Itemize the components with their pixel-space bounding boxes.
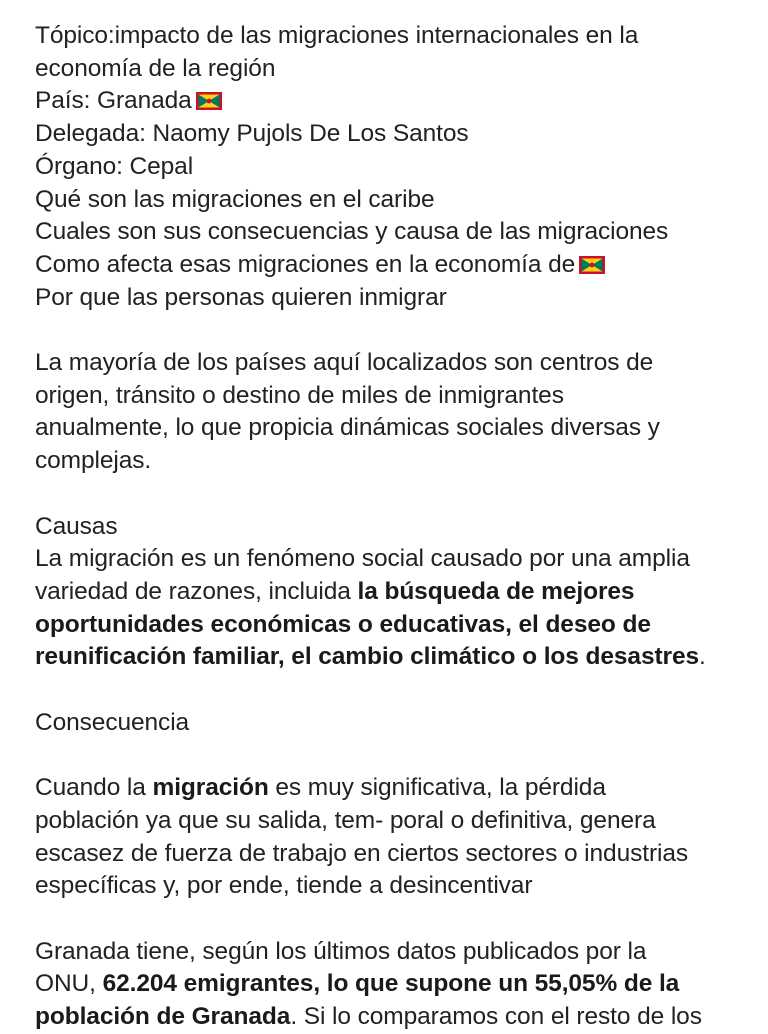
note-document	[35, 20, 735, 1034]
paragraph-gap	[35, 903, 735, 936]
country-line	[35, 85, 735, 118]
question-4: Por que las personas quieren inmigrar	[35, 283, 447, 311]
consequences-line-1-plain-a: Cuando la	[35, 774, 153, 802]
consequences-line-4: específicas y, por ende, tiende a desincentivar	[35, 872, 533, 900]
paragraph-gap	[35, 674, 735, 707]
consequences-line-1-bold: migración	[152, 774, 269, 802]
causes-line-2-bold: la búsqueda de mejores	[357, 577, 635, 605]
consequences-line-1	[35, 772, 735, 805]
consequences-line-2: población ya que su salida, tem- poral o definitiva, genera	[35, 806, 656, 834]
intro-line-4: complejas.	[35, 447, 152, 475]
paragraph-gap	[35, 314, 735, 347]
intro-line-3: anualmente, lo que propicia dinámicas sociales diversas y	[35, 414, 660, 442]
topic-line-continued: economía de la región	[35, 54, 276, 82]
grenada-flag-icon	[579, 256, 605, 274]
consequences-line-3: escasez de fuerza de trabajo en ciertos sectores o industrias	[35, 839, 689, 867]
delegate-line: Delegada: Naomy Pujols De Los Santos	[35, 120, 469, 148]
country-label: País: Granada	[35, 87, 192, 115]
question-3	[35, 249, 735, 282]
causes-line-4	[35, 641, 735, 674]
causes-line-3: oportunidades económicas o educativas, el deseo de	[35, 610, 651, 638]
consequences-line-1-plain-b: es muy significativa, la pérdida	[268, 774, 606, 802]
causes-heading: Causas	[35, 512, 118, 540]
causes-line-4-bold: reunificación familiar, el cambio climático o los desastres	[35, 643, 700, 671]
causes-line-2	[35, 576, 735, 609]
stats-line-1: Granada tiene, según los últimos datos publicados por la	[35, 937, 647, 965]
stats-line-3-bold: población de Granada	[35, 1003, 291, 1031]
paragraph-gap	[35, 739, 735, 772]
intro-line-2: origen, tránsito o destino de miles de inmigrantes	[35, 381, 564, 409]
consequences-heading: Consecuencia	[35, 708, 190, 736]
stats-line-2-plain: ONU,	[35, 970, 103, 998]
question-3-text: Como afecta esas migraciones en la economía de	[35, 250, 576, 278]
stats-line-3-plain: . Si lo comparamos con el resto de los	[290, 1003, 702, 1031]
causes-line-4-plain: .	[699, 643, 706, 671]
causes-line-2-plain: variedad de razones, incluida	[35, 577, 358, 605]
organ-line: Órgano: Cepal	[35, 152, 194, 180]
topic-line: Tópico:impacto de las migraciones internacionales en la	[35, 22, 639, 49]
stats-line-2-bold: 62.204 emigrantes, lo que supone un 55,05% de la	[102, 970, 680, 998]
paragraph-gap	[35, 478, 735, 511]
grenada-flag-icon	[196, 92, 222, 110]
question-1: Qué son las migraciones en el caribe	[35, 185, 435, 213]
causes-line-1: La migración es un fenómeno social causado por una amplia	[35, 545, 690, 573]
intro-line-1: La mayoría de los países aquí localizados son centros de	[35, 349, 654, 377]
stats-line-2	[35, 968, 735, 1001]
stats-line-3	[35, 1001, 735, 1034]
question-2: Cuales son sus consecuencias y causa de las migraciones	[35, 218, 669, 246]
